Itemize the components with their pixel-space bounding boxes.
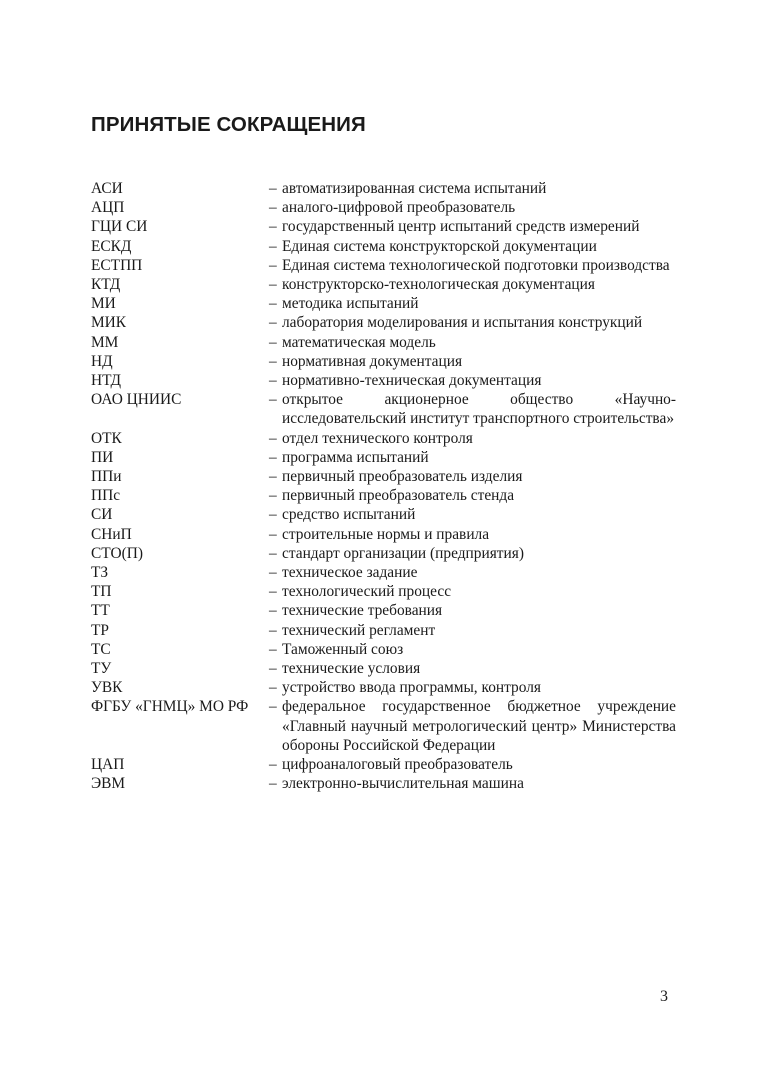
abbreviation-term: ГЦИ СИ <box>91 218 148 236</box>
abbreviation-row <box>91 275 676 294</box>
abbreviation-definition: автоматизированная система испытаний <box>282 180 547 197</box>
abbreviation-row <box>91 256 676 275</box>
abbreviation-definition: первичный преобразователь стенда <box>282 487 515 505</box>
abbreviation-definition: стандарт организации (предприятия) <box>282 544 524 562</box>
abbreviation-definition: средство испытаний <box>282 506 416 524</box>
abbreviation-row <box>91 582 676 601</box>
page-number: 3 <box>660 988 668 1005</box>
abbreviation-definition: технические требования <box>282 602 443 620</box>
abbreviation-term: ОТК <box>91 429 122 447</box>
definition-dash: – <box>269 314 277 332</box>
abbreviation-definition: методика испытаний <box>282 295 419 313</box>
abbreviation-definition: аналого-цифровой преобразователь <box>282 199 516 217</box>
abbreviation-row <box>91 467 676 486</box>
definition-dash: – <box>269 468 277 486</box>
definition-dash: – <box>269 506 277 524</box>
abbreviation-definition: Таможенный союз <box>282 640 404 658</box>
abbreviation-term: ПИ <box>91 448 114 466</box>
abbreviation-definition: Единая система конструкторской документации <box>282 237 597 255</box>
abbreviation-definition: лаборатория моделирования и испытания конструкций <box>282 314 643 332</box>
abbreviation-term: НТД <box>91 372 122 390</box>
abbreviation-definition: нормативно-техническая документация <box>282 372 542 390</box>
abbreviation-row <box>91 333 676 352</box>
page-title: ПРИНЯТЫЕ СОКРАЩЕНИЯ <box>91 113 366 136</box>
definition-dash: – <box>269 564 277 582</box>
abbreviation-term: ММ <box>91 333 119 351</box>
abbreviation-definition: федеральное государственное бюджетное учреждение «Главный научный метрологический центр» Министерства обороны Российской Федерации <box>282 698 676 754</box>
abbreviation-definition: техническое задание <box>282 564 418 582</box>
abbreviation-term: ТУ <box>91 660 112 678</box>
definition-dash: – <box>269 333 277 351</box>
definition-dash: – <box>269 602 277 620</box>
definition-dash: – <box>269 372 277 390</box>
abbreviation-term: КТД <box>91 276 121 294</box>
definition-dash: – <box>269 429 277 447</box>
abbreviation-row <box>91 486 676 505</box>
abbreviation-definition: устройство ввода программы, контроля <box>282 679 541 697</box>
abbreviation-row <box>91 352 676 371</box>
abbreviation-term: АСИ <box>91 180 123 197</box>
definition-dash: – <box>269 660 277 678</box>
abbreviation-row <box>91 198 676 217</box>
definition-dash: – <box>269 218 277 236</box>
abbreviation-row <box>91 505 676 524</box>
definition-dash: – <box>269 679 277 697</box>
abbreviation-definition: конструкторско-технологическая документация <box>282 276 595 294</box>
abbreviation-term: ЕСКД <box>91 237 132 255</box>
abbreviation-row <box>91 429 676 448</box>
abbreviation-term: ТП <box>91 583 112 601</box>
abbreviation-term: МИ <box>91 295 116 313</box>
abbreviation-definition: электронно-вычислительная машина <box>282 775 524 793</box>
abbreviation-term: СТО(П) <box>91 544 143 562</box>
abbreviation-term: СНиП <box>91 525 132 543</box>
abbreviation-definition: государственный центр испытаний средств измерений <box>282 218 640 236</box>
definition-dash: – <box>269 256 277 274</box>
definition-dash: – <box>269 698 277 716</box>
abbreviation-definition: программа испытаний <box>282 448 429 466</box>
abbreviation-row <box>91 601 676 620</box>
abbreviation-row <box>91 390 676 428</box>
definition-dash: – <box>269 621 277 639</box>
definition-dash: – <box>269 487 277 505</box>
abbreviation-definition: Единая система технологической подготовки производства <box>282 256 670 274</box>
abbreviation-row <box>91 217 676 236</box>
abbreviation-row <box>91 313 676 332</box>
definition-dash: – <box>269 295 277 313</box>
definition-dash: – <box>269 237 277 255</box>
abbreviation-term: ТЗ <box>91 564 109 582</box>
abbreviation-term: АЦП <box>91 199 125 217</box>
abbreviation-term: МИК <box>91 314 127 332</box>
abbreviation-definition: технологический процесс <box>282 583 452 601</box>
abbreviation-row <box>91 659 676 678</box>
abbreviation-definition: математическая модель <box>282 333 436 351</box>
abbreviation-row <box>91 448 676 467</box>
abbreviation-term: ЦАП <box>91 756 125 774</box>
abbreviation-row <box>91 755 676 774</box>
abbreviation-term: УВК <box>91 679 123 697</box>
abbreviation-row <box>91 563 676 582</box>
abbreviation-term: ППи <box>91 468 122 486</box>
abbreviation-definition: отдел технического контроля <box>282 429 473 447</box>
definition-dash: – <box>269 640 277 658</box>
abbreviation-row <box>91 774 676 793</box>
abbreviation-term: ТР <box>91 621 109 639</box>
definition-dash: – <box>269 544 277 562</box>
definition-dash: – <box>269 391 277 409</box>
abbreviation-list <box>91 179 676 794</box>
definition-dash: – <box>269 199 277 217</box>
abbreviation-term: НД <box>91 352 113 370</box>
abbreviation-row <box>91 621 676 640</box>
definition-dash: – <box>269 180 277 197</box>
abbreviation-row <box>91 640 676 659</box>
abbreviation-term: ЭВМ <box>91 775 126 793</box>
abbreviation-term: ФГБУ «ГНМЦ» МО РФ <box>91 698 249 716</box>
definition-dash: – <box>269 756 277 774</box>
abbreviation-row <box>91 371 676 390</box>
abbreviation-definition: технические условия <box>282 660 421 678</box>
definition-dash: – <box>269 583 277 601</box>
definition-dash: – <box>269 448 277 466</box>
definition-dash: – <box>269 525 277 543</box>
abbreviation-definition: нормативная документация <box>282 352 463 370</box>
abbreviation-row <box>91 237 676 256</box>
abbreviation-term: ТТ <box>91 602 110 620</box>
definition-dash: – <box>269 276 277 294</box>
abbreviation-term: ТС <box>91 640 111 658</box>
abbreviation-term: СИ <box>91 506 113 524</box>
definition-dash: – <box>269 352 277 370</box>
abbreviation-term: ЕСТПП <box>91 256 143 274</box>
definition-dash: – <box>269 775 277 793</box>
abbreviation-definition: цифроаналоговый преобразователь <box>282 756 513 774</box>
abbreviation-row <box>91 525 676 544</box>
abbreviation-definition: первичный преобразователь изделия <box>282 468 523 486</box>
abbreviation-definition: строительные нормы и правила <box>282 525 490 543</box>
abbreviation-term: ППс <box>91 487 121 505</box>
abbreviation-row <box>91 678 676 697</box>
abbreviation-row <box>91 697 676 755</box>
abbreviation-term: ОАО ЦНИИС <box>91 391 182 409</box>
abbreviation-row <box>91 179 676 198</box>
abbreviation-definition: открытое акционерное общество «Научно-исследовательский институт транспортного строительства» <box>282 391 676 428</box>
abbreviation-row <box>91 294 676 313</box>
abbreviation-row <box>91 544 676 563</box>
abbreviation-definition: технический регламент <box>282 621 436 639</box>
